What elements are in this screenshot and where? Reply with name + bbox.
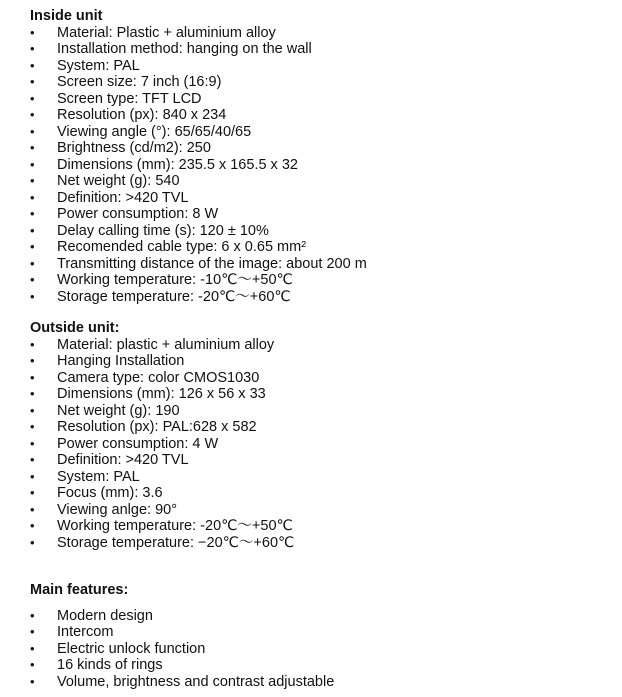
list-item (30, 124, 610, 141)
list-item-text: Storage temperature: −20℃～+60℃ (57, 534, 295, 551)
bullet-icon: • (30, 353, 35, 368)
list-item (30, 58, 610, 75)
list-item (30, 239, 610, 256)
bullet-icon: • (30, 624, 35, 639)
list-item-text: Definition: >420 TVL (57, 452, 189, 468)
list-item-text: Definition: >420 TVL (57, 189, 189, 206)
bullet-icon: • (30, 386, 35, 401)
list-item (30, 140, 610, 157)
section-spacer (30, 305, 610, 320)
bullet-icon: • (30, 156, 35, 172)
main-features-list (30, 608, 610, 691)
list-item-text: Dimensions (mm): 126 x 56 x 33 (57, 386, 266, 402)
list-item (30, 74, 610, 91)
bullet-icon: • (30, 57, 35, 73)
list-item (30, 173, 610, 190)
list-item-text: Screen type: TFT LCD (57, 90, 202, 107)
list-item (30, 206, 610, 223)
list-item (30, 419, 610, 436)
list-item-text: Material: plastic + aluminium alloy (57, 336, 275, 353)
main-features-title: Main features: (30, 582, 129, 598)
list-item-text: Recomended cable type: 6 x 0.65 mm² (57, 239, 307, 255)
bullet-icon: • (30, 24, 35, 40)
bullet-icon: • (30, 607, 35, 623)
bullet-icon: • (30, 189, 35, 205)
list-item (30, 469, 610, 486)
list-item (30, 624, 610, 641)
list-item-text: Installation method: hanging on the wall (57, 41, 312, 57)
bullet-icon: • (30, 288, 35, 304)
list-item (30, 485, 610, 502)
list-item (30, 386, 610, 403)
list-item-text: Dimensions (mm): 235.5 x 165.5 x 32 (57, 156, 298, 173)
bullet-icon: • (30, 239, 35, 254)
list-item-text: Volume, brightness and contrast adjustable (57, 673, 335, 690)
list-item-text: Delay calling time (s): 120 ± 10% (57, 222, 269, 239)
bullet-icon: • (30, 640, 35, 656)
list-item (30, 535, 610, 552)
bullet-icon: • (30, 222, 35, 238)
bullet-icon: • (30, 173, 35, 188)
list-item-text: Viewing anlge: 90° (57, 501, 178, 518)
bullet-icon: • (30, 485, 35, 500)
list-item-text: Intercom (57, 624, 114, 640)
bullet-icon: • (30, 272, 35, 287)
list-item-text: System: PAL (57, 468, 140, 485)
list-item-text: Resolution (px): PAL:628 x 582 (57, 419, 257, 435)
inside-unit-title: Inside unit (30, 8, 103, 24)
list-item (30, 337, 610, 354)
bullet-icon: • (30, 468, 35, 484)
title-spacer (30, 599, 610, 608)
list-item-text: Net weight (g): 540 (57, 173, 180, 189)
outside-unit-section (30, 320, 610, 551)
list-item-text: Hanging Installation (57, 353, 185, 369)
bullet-icon: • (30, 41, 35, 56)
list-item-text: Power consumption: 4 W (57, 435, 219, 452)
section-spacer (30, 551, 610, 582)
list-item-text: Screen size: 7 inch (16:9) (57, 74, 222, 90)
list-item-text: Camera type: color CMOS1030 (57, 369, 260, 386)
bullet-icon: • (30, 90, 35, 106)
list-item (30, 370, 610, 387)
list-item (30, 608, 610, 625)
list-item-text: Material: Plastic + aluminium alloy (57, 24, 276, 41)
list-item-text: Electric unlock function (57, 640, 206, 657)
list-item (30, 353, 610, 370)
bullet-icon: • (30, 107, 35, 122)
list-item (30, 641, 610, 658)
outside-unit-title: Outside unit: (30, 320, 120, 336)
spec-document (30, 8, 610, 690)
list-item-text: System: PAL (57, 57, 140, 74)
list-item (30, 452, 610, 469)
list-item-text: Working temperature: -20℃～+50℃ (57, 518, 293, 534)
bullet-icon: • (30, 255, 35, 271)
list-item (30, 289, 610, 306)
outside-unit-list (30, 337, 610, 552)
list-item (30, 223, 610, 240)
list-item-text: Transmitting distance of the image: about 200 m (57, 255, 367, 272)
list-item (30, 25, 610, 42)
main-features-section (30, 582, 610, 690)
list-item-text: Net weight (g): 190 (57, 402, 180, 419)
list-item-text: Viewing angle (°): 65/65/40/65 (57, 123, 252, 140)
list-item-text: Working temperature: -10℃～+50℃ (57, 272, 293, 288)
bullet-icon: • (30, 657, 35, 672)
list-item (30, 190, 610, 207)
bullet-icon: • (30, 206, 35, 221)
bullet-icon: • (30, 452, 35, 467)
list-item (30, 107, 610, 124)
list-item (30, 91, 610, 108)
inside-unit-section (30, 8, 610, 305)
list-item-text: Resolution (px): 840 x 234 (57, 107, 227, 123)
bullet-icon: • (30, 419, 35, 434)
list-item-text: Power consumption: 8 W (57, 206, 219, 222)
bullet-icon: • (30, 673, 35, 689)
list-item (30, 272, 610, 289)
list-item (30, 157, 610, 174)
list-item-text: Brightness (cd/m2): 250 (57, 140, 211, 156)
bullet-icon: • (30, 369, 35, 385)
bullet-icon: • (30, 501, 35, 517)
bullet-icon: • (30, 435, 35, 451)
bullet-icon: • (30, 402, 35, 418)
list-item-text: 16 kinds of rings (57, 657, 163, 673)
bullet-icon: • (30, 518, 35, 533)
list-item (30, 436, 610, 453)
list-item (30, 41, 610, 58)
list-item (30, 403, 610, 420)
bullet-icon: • (30, 534, 35, 550)
list-item (30, 256, 610, 273)
list-item (30, 657, 610, 674)
list-item-text: Storage temperature: -20℃～+60℃ (57, 288, 291, 305)
bullet-icon: • (30, 74, 35, 89)
list-item (30, 502, 610, 519)
bullet-icon: • (30, 336, 35, 352)
bullet-icon: • (30, 123, 35, 139)
list-item (30, 674, 610, 691)
inside-unit-list (30, 25, 610, 306)
list-item-text: Focus (mm): 3.6 (57, 485, 163, 501)
list-item-text: Modern design (57, 607, 153, 624)
bullet-icon: • (30, 140, 35, 155)
list-item (30, 518, 610, 535)
